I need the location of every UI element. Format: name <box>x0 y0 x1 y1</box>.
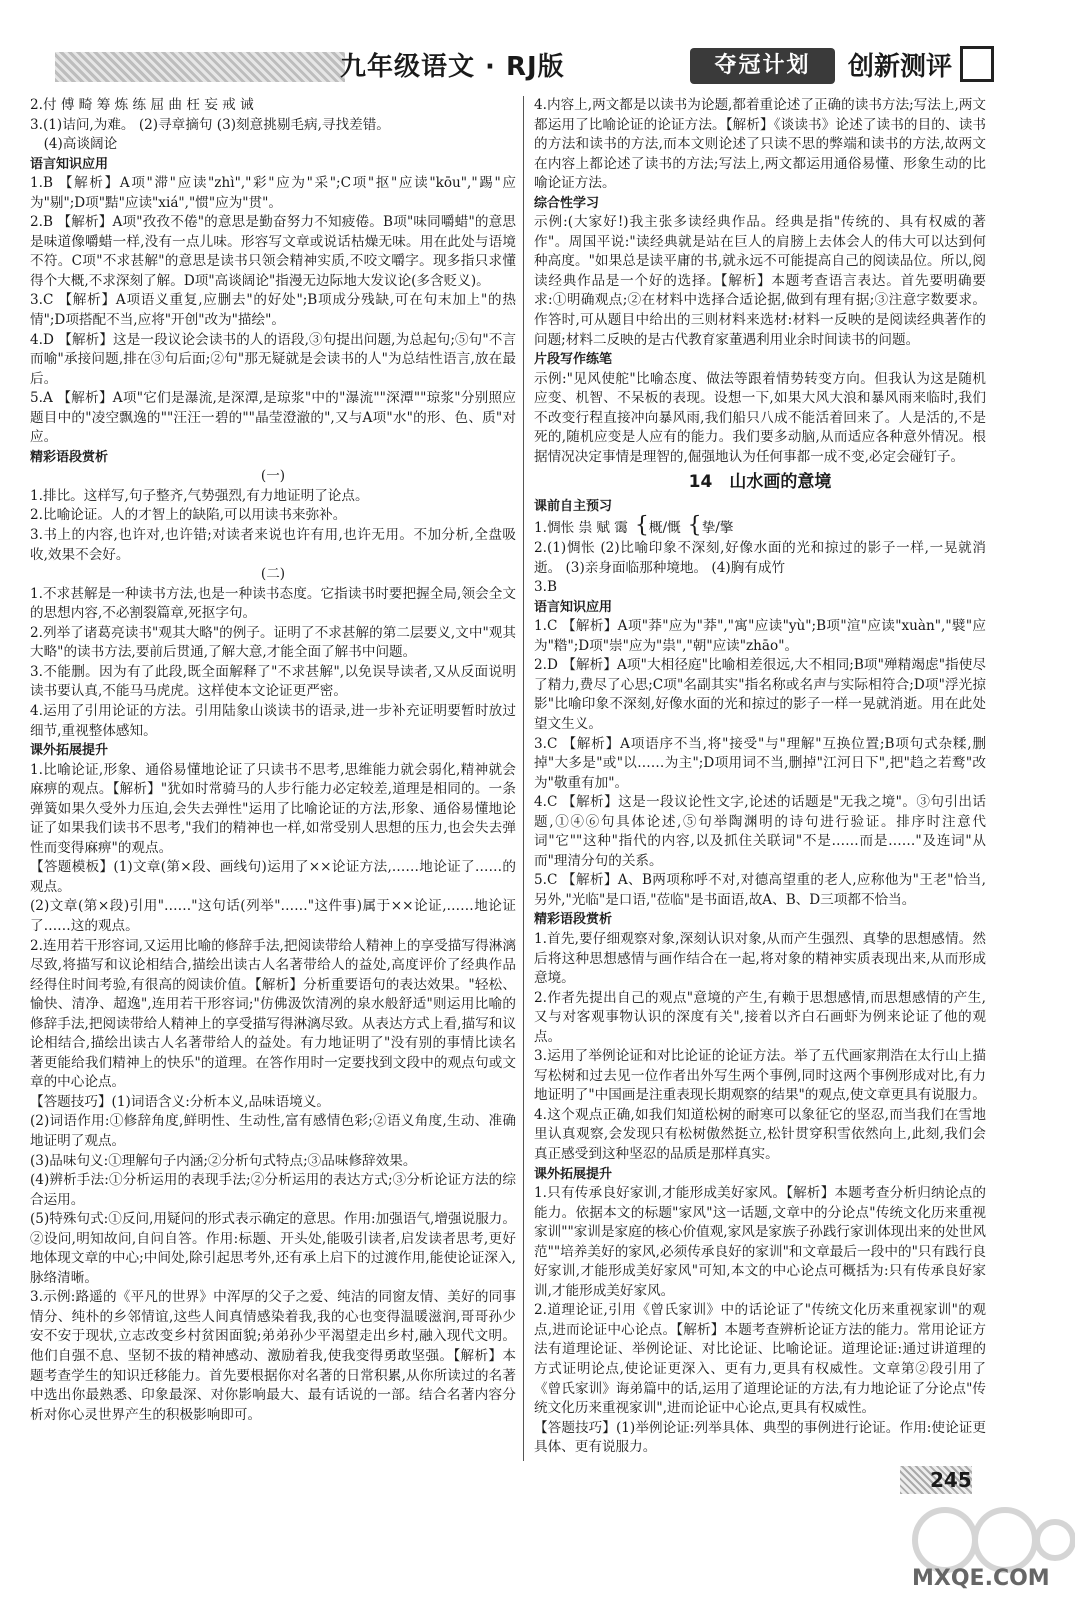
answer-paragraph: (2)文章(第×段)引用"……"这句话(列举"……"这件事)属于××论证,……地论证了……这的观点。 <box>30 898 516 934</box>
brace-symbol: { <box>680 513 702 539</box>
answer-item-brace <box>534 513 986 539</box>
answer-paragraph: 2.作者先提出自己的观点"意境的产生,有赖于思想感情,而思想感情的产生,又与对客观事物认识的深度有关",接着以齐白石画虾为例来论证了他的观点。 <box>534 989 986 1045</box>
answer-paragraph: 2.道理论证,引用《曾氏家训》中的话论证了"传统文化历来重视家训"的观点,进而论证中心论点。【解析】本题考查辨析论证方法的能力。常用论证方法有道理论证、举例论证、对比论证、比喻论证。道理论证:通过讲道理的方式证明论点,使论证更深入、更有力,更具有权威性。文章第②段引用了《曾氏家训》诲弟篇中的话,运用了道理论证的方法,有力地论证了分论点"传统文化历来重视家训",进而论证中心论点,更具有权威性。 <box>534 1302 986 1417</box>
page-number: 245 <box>930 1468 972 1492</box>
answer-paragraph: 1.B 【解析】A项"滞"应读"zhì","彩"应为"采";C项"抠"应读"kōu","踢"应为"剔";D项"黠"应读"xiá","惯"应为"贯"。 <box>30 175 516 211</box>
answer-paragraph: 4.这个观点正确,如我们知道松树的耐寒可以象征它的坚忍,而当我们在雪地里认真观察,会发现只有松树傲然挺立,松针贯穿积雪依然向上,此刻,我们会真正感受到这种坚忍的品质是那样真实。 <box>534 1106 986 1162</box>
answer-paragraph: (5)特殊句式:①反问,用疑问的形式表示确定的意思。作用:加强语气,增强说服力。②设问,明知故问,自问自答。作用:标题、开头处,能吸引读者,启发读者思考,更好地体现文章的中心;中间处,除引起思考外,还有承上启下的过渡作用,能使论证深入,脉络清晰。 <box>30 1211 516 1286</box>
watermark-text: MXQE.COM <box>912 1566 1050 1591</box>
lesson-title: 14 山水画的意境 <box>688 472 832 493</box>
section-heading: 片段写作练笔 <box>534 352 613 368</box>
right-column <box>534 96 986 1458</box>
answer-paragraph: 3.不能删。因为有了此段,既全面解释了"不求甚解",以免误导读者,又从反面说明读书要认真,不能马马虎虎。这样使本文论证更严密。 <box>30 663 516 700</box>
series-logo-icon <box>960 46 994 82</box>
answer-paragraph: 1.比喻论证,形象、通俗易懂地论证了只读书不思考,思维能力就会弱化,精神就会麻痹的观点。【解析】"犹如时常骑马的人步行能力必定较差,道理是相同的。一条弹簧如果久受外力压迫,会失去弹性"运用了比喻论证的方法,形象、通俗易懂地论证了如果我们读书不思考,"我们的精神也一样,如常受别人思想的压力,也会失去弹性而变得麻痹"的观点。 <box>30 761 516 856</box>
answer-paragraph: 2.比喻论证。人的才智上的缺陷,可以用读书来弥补。 <box>30 507 347 524</box>
answer-paragraph: 4.C 【解析】这是一段议论性文字,论述的话题是"无我之境"。③句引出话题,①④⑥句具体论述,⑤句举陶渊明的诗句进行验证。排序时注意代词"它""这种"指代的内容,以及抓住关联词"不是……而是……"及连词"从而"理清分句的关系。 <box>534 794 986 869</box>
section-heading: 语言知识应用 <box>534 599 613 615</box>
brace-option: 挚 <box>701 520 716 537</box>
answer-paragraph: 4.内容上,两文都是以读书为论题,都着重论述了正确的读书方法;写法上,两文都运用了比喻论证的论证方法。【解析】《谈读书》论述了读书的目的、读书的方法和读书的方法,而本文则论述了只读不思的弊端和读书的方法,故两文在内容上都论述了读书的方法;写法上,两文都运用通俗易懂、形象生动的比喻论证方法。 <box>534 97 986 192</box>
answer-paragraph: 2.(1)惆怅 (2)比喻印象不深刻,好像水面的光和掠过的影子一样,一晃就消逝。 (3)亲身面临那种境地。 (4)胸有成竹 <box>534 540 986 576</box>
section-heading: 精彩语段赏析 <box>30 449 109 465</box>
answer-paragraph: 【答题技巧】(1)举例论证:列举具体、典型的事例进行论证。作用:使论证更具体、更有说服力。 <box>534 1419 986 1456</box>
answer-paragraph: 4.运用了引用论证的方法。引用陆象山谈读书的语录,进一步补充证明要暂时放过细节,重视整体感知。 <box>30 702 516 739</box>
answer-text: 1.惆怅 祟 赋 霭 <box>534 520 628 537</box>
answer-paragraph: 1.只有传承良好家训,才能形成美好家风。【解析】本题考查分析归纳论点的能力。依据本文的标题"家风"这一话题,文章中的分论点"传统文化历来重视家训""家训是家庭的核心价值观,家风是家族子孙践行家训体现出来的处世风范""培养美好的家风,必须传承良好的家训"和文章最后一段中的"只有践行良好家训,才能形成美好家风"可知,本文的中心论点可概括为:只有传承良好家训,才能形成美好家风。 <box>534 1185 986 1299</box>
header-series: 创新测评 <box>848 52 953 82</box>
section-heading: 精彩语段赏析 <box>534 912 613 928</box>
header-stripe-decoration <box>55 52 345 82</box>
brace-option: 擎 <box>719 520 734 537</box>
brace-symbol: { <box>627 513 649 539</box>
answer-paragraph: (4)辨析手法:①分析运用的表现手法;②分析运用的表达方式;③分析论证方法的综合运用。 <box>30 1172 516 1208</box>
brace-separator: / <box>715 520 720 537</box>
answer-paragraph: 3.(1)诘问,为难。 (2)寻章摘句 (3)刻意挑剔毛病,寻找差错。 <box>30 116 390 133</box>
brace-separator: / <box>662 520 668 537</box>
page-header <box>0 38 1088 94</box>
brace-option: 概 <box>648 520 663 537</box>
answer-paragraph: 3.B <box>534 579 557 596</box>
answer-paragraph: 4.D 【解析】这是一段议论会读书的人的语段,③句提出问题,为总起句;⑤句"不言而喻"承接问题,排在③句后面;②句"那无疑就是会读书的人"为总结性语言,放在最后。 <box>30 331 516 387</box>
section-heading: 语言知识应用 <box>30 156 109 172</box>
answer-paragraph: 1.首先,要仔细观察对象,深刻认识对象,从而产生强烈、真挚的思想感情。然后将这种思想感情与画作结合在一起,将对象的精神实质表现出来,从而形成意境。 <box>534 930 986 987</box>
brace-option: 慨 <box>667 520 681 537</box>
answer-paragraph: (4)高谈阔论 <box>30 136 118 153</box>
answer-paragraph: 2.B 【解析】A项"孜孜不倦"的意思是勤奋努力不知疲倦。B项"味同嚼蜡"的意思是味道像嚼蜡一样,没有一点儿味。形容写文章或说话枯燥无味。用在此处与语境不符。C项"不求甚解"的意思是读书只领会精神实质,不咬文嚼字。现多指只求懂得个大概,不求深刻了解。D项"高谈阔论"指漫无边际地大发议论(多含贬义)。 <box>30 214 516 289</box>
answer-paragraph: 3.运用了举例论证和对比论证的论证方法。举了五代画家荆浩在太行山上描写松树和过去见一位作者出外写生两个事例,同时这两个事例形成对比,有力地证明了"中国画是注重表现长期观察的结果"的观点,使文章更具有说服力。 <box>534 1048 986 1104</box>
header-title: 九年级语文 · RJ版 <box>340 52 565 82</box>
header-brand-logo: 夺冠计划 <box>690 48 835 84</box>
answer-paragraph: 示例:"见风使舵"比喻态度、做法等跟着情势转变方向。但我认为这是随机应变、机智、不呆板的表现。设想一下,如果大风大浪和暴风雨来临时,我们不改变行程直接冲向暴风雨,我们船只八成不能活着回来了。人是活的,不是死的,随机应变是人应有的能力。我们要多动脑,从而适应各种意外情况。根据情况决定事情是理智的,倔强地认为任何事都一成不变,必定会碰钉子。 <box>534 370 986 465</box>
answer-paragraph: 示例:(大家好!)我主张多读经典作品。经典是指"传统的、具有权威的著作"。周国平说:"读经典就是站在巨人的肩膀上去体会人的伟大可以达到何种高度。"如果总是读平庸的书,就永远不可能提高自己的阅读品位。所以,阅读经典作品是一个好的选择。【解析】本题考查语言表达。首先要明确要求:①明确观点;②在材料中选择合适论据,做到有理有据;③注意字数要求。作答时,可从题目中给出的三则材料来选材:材料一反映的是阅读经典著作的问题;材料二反映的是古代教育家董遇利用业余时间读书的问题。 <box>534 214 986 348</box>
answer-paragraph: 1.排比。这样写,句子整齐,气势强烈,有力地证明了论点。 <box>30 487 369 504</box>
column-divider <box>523 96 524 1461</box>
answer-paragraph: 2.D 【解析】A项"大相径庭"比喻相差很远,大不相同;B项"殚精竭虑"指使尽了精力,费尽了心思;C项"名副其实"指名称或名声与实际相符合;D项"浮光掠影"比喻印象不深刻,好像水面的光和掠过的影子一样一晃就消逝。用在此处望文生义。 <box>534 657 986 732</box>
answer-paragraph: 【答题模板】(1)文章(第×段、画线句)运用了××论证方法,……地论证了……的观点。 <box>30 859 516 895</box>
left-column <box>30 96 516 1425</box>
answer-paragraph: (2)词语作用:①修辞角度,鲜明性、生动性,富有感情色彩;②语义角度,生动、准确地证明了观点。 <box>30 1113 516 1149</box>
answer-paragraph: (3)品味句义:①理解句子内涵;②分析句式特点;③品味修辞效果。 <box>30 1152 417 1169</box>
answer-paragraph: 3.C 【解析】A项语义重复,应删去"的好处";B项成分残缺,可在句末加上"的热情";D项搭配不当,应将"开创"改为"描绘"。 <box>30 292 516 329</box>
section-heading: 课前自主预习 <box>534 498 613 514</box>
answer-paragraph: 5.C 【解析】A、B两项称呼不对,对德高望重的老人,应称他为"王老"恰当,另外,"光临"是口语,"莅临"是书面语,故A、B、D三项都不恰当。 <box>534 872 986 908</box>
answer-paragraph: 2.列举了诸葛亮读书"观其大略"的例子。证明了不求甚解的第二层要义,文中"观其大略"的读书方法,要前后贯通,了解大意,才能全面了解书中问题。 <box>30 624 516 661</box>
answer-paragraph: 3.书上的内容,也许对,也许错;对读者来说也许有用,也许无用。不加分析,全盘吸收,效果不会好。 <box>30 527 516 563</box>
answer-paragraph: 1.C 【解析】A项"莽"应为"莽","寓"应读"yù";B项"渲"应读"xuàn","襞"应为"糌";D项"崇"应为"祟","朝"应读"zhāo"。 <box>534 618 986 654</box>
subsection-marker: (一) <box>260 468 286 485</box>
section-heading: 课外拓展提升 <box>30 743 109 759</box>
answer-paragraph: 1.不求甚解是一种读书方法,也是一种读书态度。它指读书时要把握全局,领会全文的思想内容,不必割裂篇章,死抠字句。 <box>30 585 516 622</box>
answer-paragraph: 2.连用若干形容词,又运用比喻的修辞手法,把阅读带给人精神上的享受描写得淋漓尽致,将描写和议论相结合,描绘出读古人名著带给人的益处,高度评价了经典作品经得住时间考验,有很高的阅读价值。【解析】分析重要语句的表达效果。"轻松、愉快、清净、超逸",连用若干形容词;"仿佛汲饮清冽的泉水般舒适"则运用比喻的修辞手法,把阅读带给人精神上的享受描写得淋漓尽致。从表达方式上看,描写和议论相结合,描绘出读古人名著带给人的益处。有力地证明了"没有别的事情比读名著更能给我们精神上的快乐"的道理。在答作用时一定要找到文段中的观点句或文章的中心论点。 <box>30 937 516 1091</box>
answer-paragraph: 3.C 【解析】A项语序不当,将"接受"与"理解"互换位置;B项句式杂糅,删掉"大多是"或"以……为主";D项用词不当,删掉"江河日下",把"趋之若鹜"改为"敬重有加"。 <box>534 735 986 791</box>
answer-paragraph: 5.A 【解析】A项"它们是瀑流,是深潭,是琼浆"中的"瀑流""深潭""琼浆"分别照应题目中的"凌空飘逸的""汪汪一碧的""晶莹澄澈的",又与A项"水"的形、色、质"对应。 <box>30 390 516 446</box>
answer-paragraph: 3.示例:路遥的《平凡的世界》中浑厚的父子之爱、纯洁的同窗友情、美好的同事情分、纯朴的乡邻情谊,这些人间真情感染着我,我的心也变得温暖滋润,哥哥孙少安不安于现状,立志改变乡村贫困面貌;弟弟孙少平渴望走出乡村,融入现代文明。他们自强不息、坚韧不拔的精神感动、激励着我,使我变得勇敢坚强。【解析】本题考查学生的知识迁移能力。首先要根据你对名著的日常积累,从你所读过的名著中选出你最熟悉、印象最深、对你影响最大、最有话说的一部。结合名著内容分析对你心灵世界产生的积极影响即可。 <box>30 1289 516 1423</box>
subsection-marker: (二) <box>260 566 286 583</box>
section-heading: 课外拓展提升 <box>534 1166 613 1182</box>
answer-paragraph: 2.付 傅 畸 筹 炼 练 屈 曲 枉 妄 戒 诫 <box>30 97 254 113</box>
answer-paragraph: 【答题技巧】(1)词语含义:分析本义,品味语境义。 <box>30 1093 331 1110</box>
section-heading: 综合性学习 <box>534 195 600 211</box>
